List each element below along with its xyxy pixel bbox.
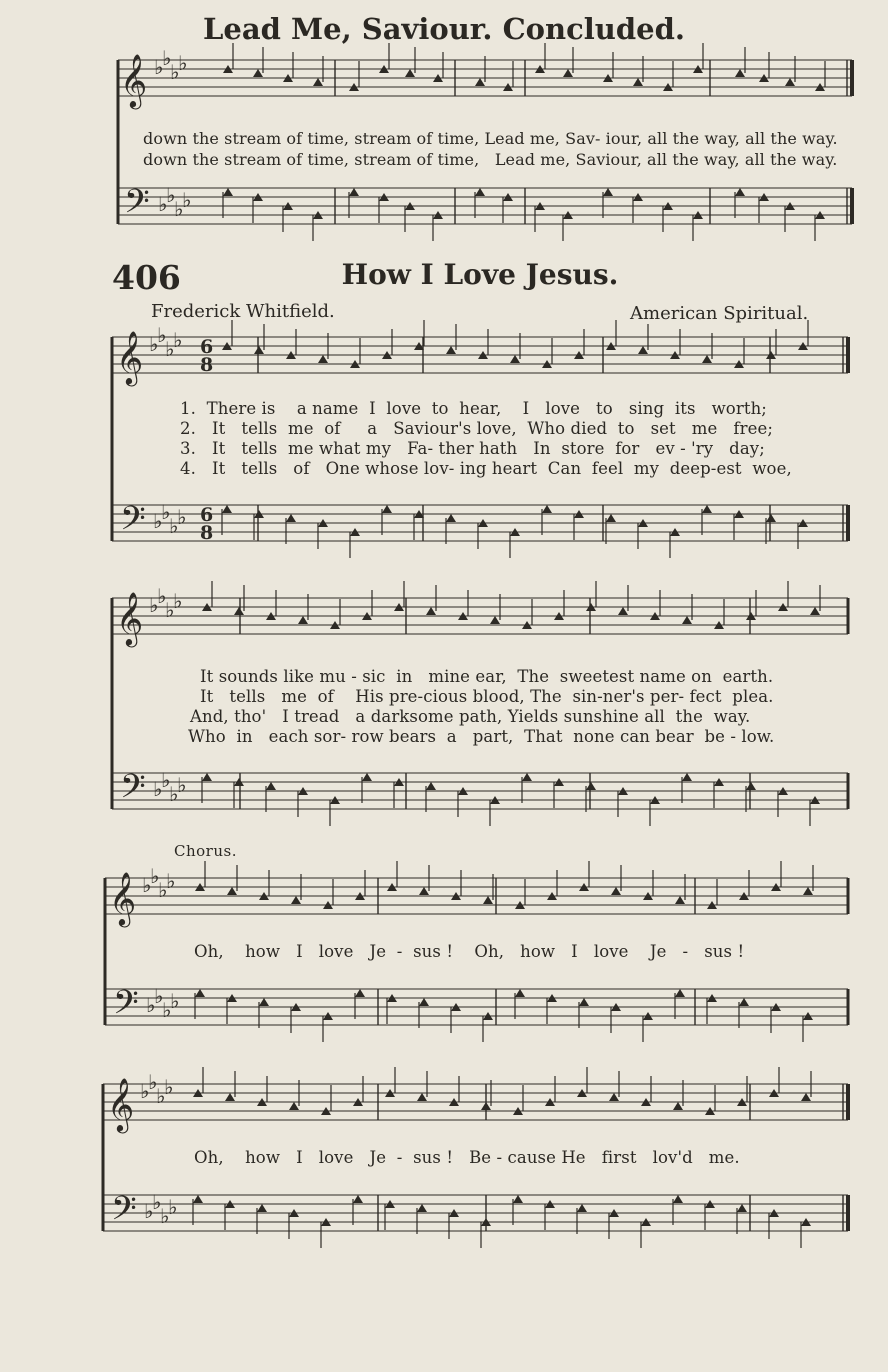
shape-note xyxy=(353,1195,363,1203)
final-bar-line xyxy=(846,1195,850,1231)
bass-clef: 𝄢 xyxy=(111,1190,137,1236)
shape-note xyxy=(222,505,232,513)
shape-note xyxy=(291,896,301,904)
shape-note xyxy=(801,1093,811,1101)
shape-note xyxy=(419,998,429,1006)
flat-sign: ♭ xyxy=(146,993,156,1017)
continuation-lyric-line-1: down the stream of time, stream of time, Lead me, Sav- iour, all the way, all the way. xyxy=(143,129,838,148)
shape-note xyxy=(446,346,456,354)
flat-sign: ♭ xyxy=(149,593,159,617)
flat-sign: ♭ xyxy=(173,328,183,352)
shape-note xyxy=(577,1204,587,1212)
shape-note xyxy=(682,773,692,781)
shape-note xyxy=(603,188,613,196)
flat-sign: ♭ xyxy=(161,768,171,792)
chorus-lyric-line-1: Oh, how I love Je - sus ! Oh, how I love Je - sus ! xyxy=(194,942,745,961)
chorus-lyric-line-2: Oh, how I love Je - sus ! Be - cause He first lov'd me. xyxy=(194,1148,740,1167)
shape-note xyxy=(234,607,244,615)
flat-sign: ♭ xyxy=(152,1190,162,1214)
shape-note xyxy=(490,616,500,624)
flat-sign: ♭ xyxy=(158,192,168,216)
final-bar-line xyxy=(850,60,854,96)
treble-clef: 𝄞 xyxy=(116,330,144,384)
hymn-source: American Spiritual. xyxy=(630,303,809,324)
flat-sign: ♭ xyxy=(158,878,168,902)
flat-sign: ♭ xyxy=(166,869,176,893)
shape-note xyxy=(682,616,692,624)
shape-note xyxy=(254,346,264,354)
flat-sign: ♭ xyxy=(142,873,152,897)
shape-note xyxy=(611,887,621,895)
verse-4-line-b: Who in each sor- row bears a part, That none can bear be - low. xyxy=(188,727,775,746)
verse-3-line-a: 3. It tells me what my Fa- ther hath In store for ev - 'ry day; xyxy=(180,439,765,458)
shape-note xyxy=(673,1102,683,1110)
shape-note xyxy=(579,998,589,1006)
verse-2-line-a: 2. It tells me of a Saviour's love, Who died to set me free; xyxy=(180,419,774,438)
shape-note xyxy=(675,896,685,904)
shape-note xyxy=(318,355,328,363)
flat-sign: ♭ xyxy=(153,777,163,801)
shape-note xyxy=(382,505,392,513)
flat-sign: ♭ xyxy=(144,1199,154,1223)
flat-sign: ♭ xyxy=(169,514,179,538)
shape-note xyxy=(586,782,596,790)
shape-note xyxy=(803,887,813,895)
shape-note xyxy=(483,896,493,904)
flat-sign: ♭ xyxy=(174,197,184,221)
shape-note xyxy=(446,514,456,522)
shape-note xyxy=(702,505,712,513)
time-signature: 8 xyxy=(200,354,214,376)
time-signature: 6 xyxy=(200,504,214,526)
shape-note xyxy=(563,69,573,77)
shape-note xyxy=(405,69,415,77)
flat-sign: ♭ xyxy=(168,1195,178,1219)
shape-note xyxy=(810,607,820,615)
shape-note xyxy=(766,514,776,522)
bass-clef: 𝄢 xyxy=(120,500,146,546)
bass-clef: 𝄢 xyxy=(113,984,139,1030)
verse-3-line-b: And, tho' I tread a darksome path, Yields sunshine all the way. xyxy=(190,707,751,726)
shape-note xyxy=(227,887,237,895)
final-bar-line xyxy=(846,505,850,541)
shape-note xyxy=(225,1093,235,1101)
shape-note xyxy=(286,514,296,522)
continuation-lyric-line-2: down the stream of time, stream of time, Lead me, Saviour, all the way, all the way. xyxy=(143,150,838,169)
shape-note xyxy=(298,616,308,624)
shape-note xyxy=(417,1204,427,1212)
treble-clef: 𝄞 xyxy=(116,591,144,645)
flat-sign: ♭ xyxy=(177,505,187,529)
flat-sign: ♭ xyxy=(162,46,172,70)
bass-clef: 𝄢 xyxy=(124,183,150,229)
hymn-title: How I Love Jesus. xyxy=(341,258,619,291)
shape-note xyxy=(193,1195,203,1203)
shape-note xyxy=(735,188,745,196)
shape-note xyxy=(362,773,372,781)
shape-note xyxy=(522,773,532,781)
flat-sign: ♭ xyxy=(162,998,172,1022)
shape-note xyxy=(426,782,436,790)
shape-note xyxy=(633,78,643,86)
verse-1-line-a: 1. There is a name I love to hear, I love to sing its worth; xyxy=(180,399,767,418)
shape-note xyxy=(257,1204,267,1212)
flat-sign: ♭ xyxy=(157,323,167,347)
flat-sign: ♭ xyxy=(165,598,175,622)
shape-note xyxy=(223,188,233,196)
shape-note xyxy=(313,78,323,86)
flat-sign: ♭ xyxy=(169,782,179,806)
flat-sign: ♭ xyxy=(164,1075,174,1099)
shape-note xyxy=(426,607,436,615)
flat-sign: ♭ xyxy=(182,188,192,212)
hymn-author: Frederick Whitfield. xyxy=(151,301,335,322)
flat-sign: ♭ xyxy=(154,984,164,1008)
final-bar-line xyxy=(850,188,854,224)
flat-sign: ♭ xyxy=(178,51,188,75)
shape-note xyxy=(739,998,749,1006)
shape-note xyxy=(510,355,520,363)
shape-note xyxy=(253,69,263,77)
shape-note xyxy=(515,989,525,997)
shape-note xyxy=(289,1102,299,1110)
flat-sign: ♭ xyxy=(170,60,180,84)
shape-note xyxy=(673,1195,683,1203)
shape-note xyxy=(481,1102,491,1110)
flat-sign: ♭ xyxy=(148,1070,158,1094)
shape-note xyxy=(417,1093,427,1101)
flat-sign: ♭ xyxy=(157,584,167,608)
time-signature: 6 xyxy=(200,336,214,358)
flat-sign: ♭ xyxy=(173,589,183,613)
flat-sign: ♭ xyxy=(160,1204,170,1228)
flat-sign: ♭ xyxy=(156,1084,166,1108)
shape-note xyxy=(475,188,485,196)
shape-note xyxy=(735,69,745,77)
shape-note xyxy=(675,989,685,997)
shape-note xyxy=(259,998,269,1006)
shape-note xyxy=(513,1195,523,1203)
verse-2-line-b: It tells me of His pre-cious blood, The sin-ner's per- fect plea. xyxy=(200,687,774,706)
flat-sign: ♭ xyxy=(170,989,180,1013)
shape-note xyxy=(785,78,795,86)
shape-note xyxy=(475,78,485,86)
shape-note xyxy=(349,188,359,196)
final-bar-line xyxy=(846,337,850,373)
flat-sign: ♭ xyxy=(165,337,175,361)
flat-sign: ♭ xyxy=(140,1079,150,1103)
verse-1-line-b: It sounds like mu - sic in mine ear, The sweetest name on earth. xyxy=(200,667,774,686)
flat-sign: ♭ xyxy=(154,55,164,79)
flat-sign: ♭ xyxy=(153,509,163,533)
chorus-label: Chorus. xyxy=(174,842,237,860)
flat-sign: ♭ xyxy=(149,332,159,356)
final-bar-line xyxy=(846,1084,850,1120)
shape-note xyxy=(542,505,552,513)
shape-note xyxy=(202,773,212,781)
shape-note xyxy=(618,607,628,615)
treble-clef: 𝄞 xyxy=(109,871,137,925)
shape-note xyxy=(702,355,712,363)
continuation-title: Lead Me, Saviour. Concluded. xyxy=(203,12,685,46)
flat-sign: ♭ xyxy=(150,864,160,888)
bass-clef: 𝄢 xyxy=(120,768,146,814)
hymn-number: 406 xyxy=(112,258,181,297)
shape-note xyxy=(737,1204,747,1212)
shape-note xyxy=(638,346,648,354)
verse-4-line-a: 4. It tells of One whose lov- ing heart Can feel my deep-est woe, xyxy=(180,459,792,478)
shape-note xyxy=(266,782,276,790)
shape-note xyxy=(355,989,365,997)
shape-note xyxy=(195,989,205,997)
flat-sign: ♭ xyxy=(177,773,187,797)
shape-note xyxy=(419,887,429,895)
treble-clef: 𝄞 xyxy=(120,53,148,107)
shape-note xyxy=(606,514,616,522)
flat-sign: ♭ xyxy=(166,183,176,207)
shape-note xyxy=(746,782,756,790)
shape-note xyxy=(609,1093,619,1101)
flat-sign: ♭ xyxy=(161,500,171,524)
treble-clef: 𝄞 xyxy=(107,1077,135,1131)
time-signature: 8 xyxy=(200,522,214,544)
